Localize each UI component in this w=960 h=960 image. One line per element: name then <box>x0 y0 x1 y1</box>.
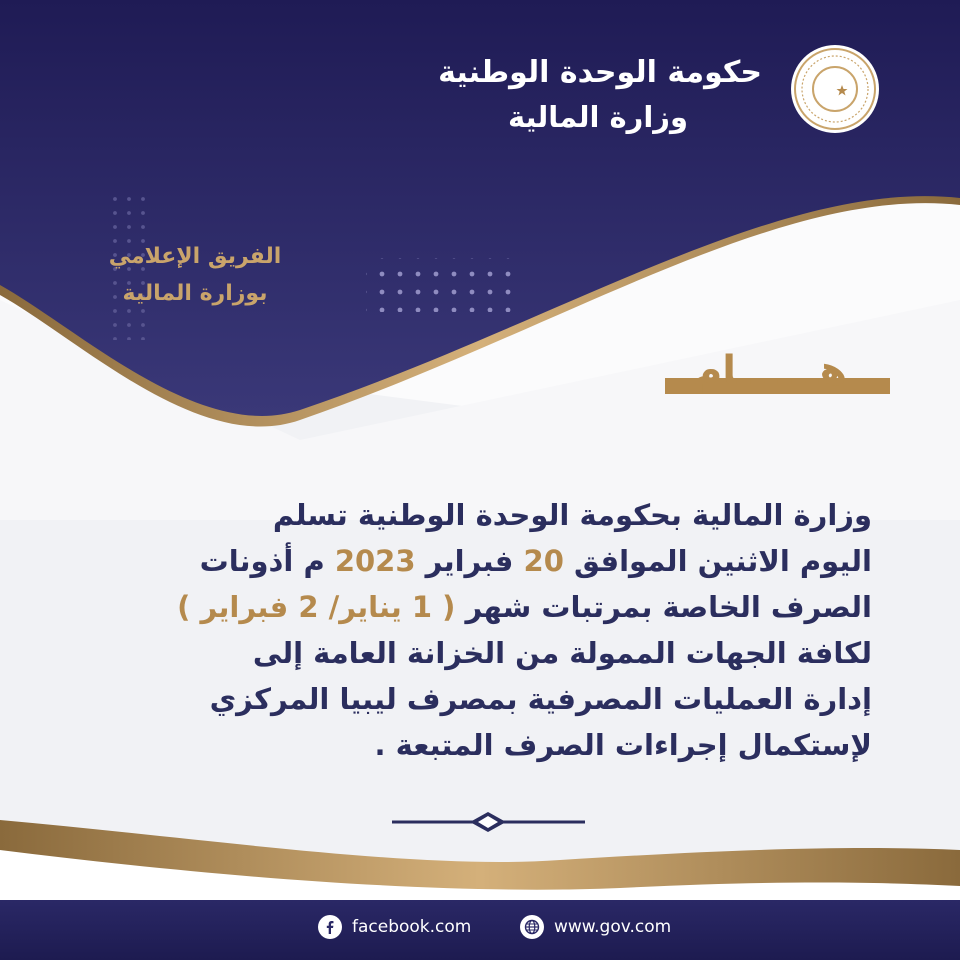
announcement-line-6: لإستكمال إجراءات الصرف المتبعة . <box>374 728 872 762</box>
libya-government-seal-icon <box>790 44 880 134</box>
date-year: 2023 <box>334 544 416 578</box>
facebook-icon <box>318 915 342 939</box>
facebook-label: facebook.com <box>352 917 472 937</box>
footer <box>0 905 960 953</box>
announcement-line-4: لكافة الجهات الممولة من الخزانة العامة إلى <box>252 636 872 670</box>
facebook-link[interactable] <box>318 915 471 939</box>
government-name: حكومة الوحدة الوطنية <box>438 55 762 90</box>
ministry-name: وزارة المالية <box>507 100 688 134</box>
line3-text-a: الصرف الخاصة بمرتبات شهر <box>465 590 872 624</box>
line2-text-c: م أذونات <box>199 544 325 578</box>
website-link[interactable] <box>520 915 671 939</box>
globe-icon <box>520 915 544 939</box>
media-team-line1: الفريق الإعلامي <box>108 244 282 269</box>
line2-text-b: فبراير <box>425 544 514 578</box>
announcement-line-1: وزارة المالية بحكومة الوحدة الوطنية تسلم <box>272 498 872 532</box>
center-dot-grid <box>366 258 518 312</box>
line2-text-a: اليوم الاثنين الموافق <box>573 544 872 578</box>
media-team-label <box>100 238 290 313</box>
date-day: 20 <box>523 544 564 578</box>
announcement-line-2 <box>90 538 872 584</box>
important-badge: هــــــام <box>692 348 848 394</box>
announcement-line-3 <box>90 584 872 630</box>
announcement-text <box>90 492 872 768</box>
website-label: www.gov.com <box>554 917 672 937</box>
announcement-line-5: إدارة العمليات المصرفية بمصرف ليبيا المركزي <box>209 682 872 716</box>
salary-months: ( 1 يناير/ 2 فبراير ) <box>177 590 456 624</box>
media-team-line2: بوزارة المالية <box>122 281 268 307</box>
